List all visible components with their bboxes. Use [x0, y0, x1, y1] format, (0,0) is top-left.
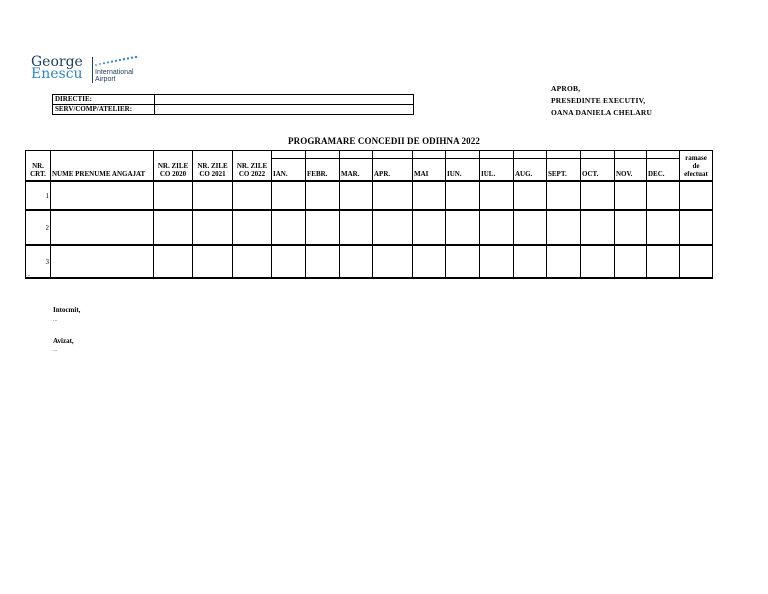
table-continuation-dots: ... — [26, 272, 31, 278]
logo-text-george: George — [31, 54, 83, 70]
month-label: FEBR. — [307, 170, 328, 178]
directie-label: DIRECTIE: — [53, 95, 155, 105]
cell-name[interactable] — [51, 181, 154, 210]
row-number: 1 — [26, 181, 51, 210]
header-remaining-3: efectuat — [684, 169, 708, 178]
table-row — [26, 245, 713, 278]
cell-name[interactable] — [51, 210, 154, 245]
header-co2020-1: NR. ZILE — [157, 162, 189, 170]
month-label: APR. — [374, 170, 391, 178]
header-co2021 — [193, 151, 233, 182]
header-month-sept — [547, 151, 581, 182]
header-remaining-1: ramase — [685, 153, 707, 162]
month-label: MAI — [414, 170, 429, 178]
month-label: IUL. — [481, 170, 496, 178]
cell[interactable] — [154, 181, 193, 210]
approval-block — [551, 83, 652, 119]
cell[interactable] — [480, 210, 514, 245]
cell[interactable] — [514, 181, 547, 210]
cell[interactable] — [340, 245, 373, 278]
cell[interactable] — [154, 245, 193, 278]
document-title: PROGRAMARE CONCEDII DE ODIHNA 2022 — [288, 136, 480, 146]
approval-line-1: APROB, — [551, 84, 581, 93]
header-month-febr — [306, 151, 340, 182]
header-nr-crt — [26, 151, 51, 182]
cell-name[interactable] — [51, 245, 154, 278]
month-label: DEC. — [648, 170, 665, 178]
cell[interactable] — [233, 245, 272, 278]
header-month-iun — [446, 151, 480, 182]
header-co2020-2: CO 2020 — [159, 170, 187, 178]
cell[interactable] — [615, 210, 647, 245]
airport-logo — [31, 55, 141, 85]
month-label: OCT. — [582, 170, 599, 178]
header-co2021-2: CO 2021 — [199, 170, 226, 178]
cell[interactable] — [193, 181, 233, 210]
cell[interactable] — [581, 181, 615, 210]
prepared-by-label: Intocmit, — [53, 306, 81, 314]
serv-field[interactable] — [155, 105, 414, 115]
approval-line-2: PRESEDINTE EXECUTIV, — [551, 96, 646, 105]
cell[interactable] — [272, 210, 306, 245]
logo-text-international: International — [95, 69, 134, 76]
header-nr-crt-2: CRT. — [30, 170, 46, 178]
cell[interactable] — [446, 245, 480, 278]
cell[interactable] — [446, 181, 480, 210]
header-month-apr — [373, 151, 413, 182]
table-row — [26, 181, 713, 210]
cell[interactable] — [581, 245, 615, 278]
cell[interactable] — [581, 210, 615, 245]
cell[interactable] — [647, 181, 680, 210]
cell[interactable] — [340, 181, 373, 210]
header-month-iul — [480, 151, 514, 182]
cell[interactable] — [306, 181, 340, 210]
cell[interactable] — [547, 210, 581, 245]
serv-label: SERV/COMP/ATELIER: — [53, 105, 155, 115]
cell[interactable] — [154, 210, 193, 245]
header-month-mai — [413, 151, 446, 182]
cell[interactable] — [373, 210, 413, 245]
cell[interactable] — [193, 245, 233, 278]
cell[interactable] — [413, 245, 446, 278]
header-co2021-1: NR. ZILE — [197, 162, 228, 170]
cell[interactable] — [547, 181, 581, 210]
header-month-ian — [272, 151, 306, 182]
month-label: IUN. — [447, 170, 462, 178]
cell[interactable] — [272, 181, 306, 210]
cell[interactable] — [480, 245, 514, 278]
cell[interactable] — [413, 181, 446, 210]
header-month-oct — [581, 151, 615, 182]
table-row — [26, 210, 713, 245]
header-remaining — [680, 151, 713, 182]
cell[interactable] — [373, 245, 413, 278]
department-table — [52, 94, 414, 115]
row-number: 3 — [26, 245, 51, 278]
cell[interactable] — [615, 181, 647, 210]
header-month-dec — [647, 151, 680, 182]
cell[interactable] — [480, 181, 514, 210]
cell[interactable] — [514, 210, 547, 245]
leave-schedule-table — [25, 150, 713, 279]
cell[interactable] — [306, 245, 340, 278]
table-header-row — [26, 151, 713, 182]
month-label: IAN. — [273, 170, 288, 178]
directie-field[interactable] — [155, 95, 414, 105]
prepared-by-dots: ... — [53, 317, 58, 323]
endorsed-by-dots: ... — [53, 347, 58, 353]
header-nr-crt-1: NR. — [32, 162, 44, 170]
cell[interactable] — [306, 210, 340, 245]
cell[interactable] — [680, 181, 713, 210]
cell[interactable] — [446, 210, 480, 245]
cell[interactable] — [373, 181, 413, 210]
month-label: SEPT. — [548, 170, 567, 178]
month-label: NOV. — [616, 170, 633, 178]
cell[interactable] — [680, 245, 713, 278]
cell[interactable] — [615, 245, 647, 278]
cell[interactable] — [547, 245, 581, 278]
logo-divider — [92, 57, 93, 83]
plane-trail-icon — [94, 55, 140, 67]
header-month-nov — [615, 151, 647, 182]
row-number: 2 — [26, 210, 51, 245]
cell[interactable] — [272, 245, 306, 278]
logo-text-airport: Airport — [95, 76, 116, 83]
logo-text-enescu: Enescu — [31, 66, 83, 82]
cell[interactable] — [680, 210, 713, 245]
header-month-mar — [340, 151, 373, 182]
cell[interactable] — [647, 245, 680, 278]
cell[interactable] — [340, 210, 373, 245]
month-label: AUG. — [515, 170, 533, 178]
cell[interactable] — [193, 210, 233, 245]
cell[interactable] — [233, 181, 272, 210]
cell[interactable] — [413, 210, 446, 245]
header-co2022-2: CO 2022 — [238, 170, 266, 178]
endorsed-by-label: Avizat, — [53, 337, 74, 345]
header-remaining-2: de — [692, 161, 700, 170]
header-month-aug — [514, 151, 547, 182]
header-name: NUME PRENUME ANGAJAT — [51, 151, 154, 182]
month-label: MAR. — [341, 170, 360, 178]
header-co2022 — [233, 151, 272, 182]
cell[interactable] — [647, 210, 680, 245]
header-co2022-1: NR. ZILE — [236, 162, 268, 170]
approval-line-3: OANA DANIELA CHELARU — [551, 108, 653, 117]
cell[interactable] — [514, 245, 547, 278]
cell[interactable] — [233, 210, 272, 245]
header-co2020 — [154, 151, 193, 182]
